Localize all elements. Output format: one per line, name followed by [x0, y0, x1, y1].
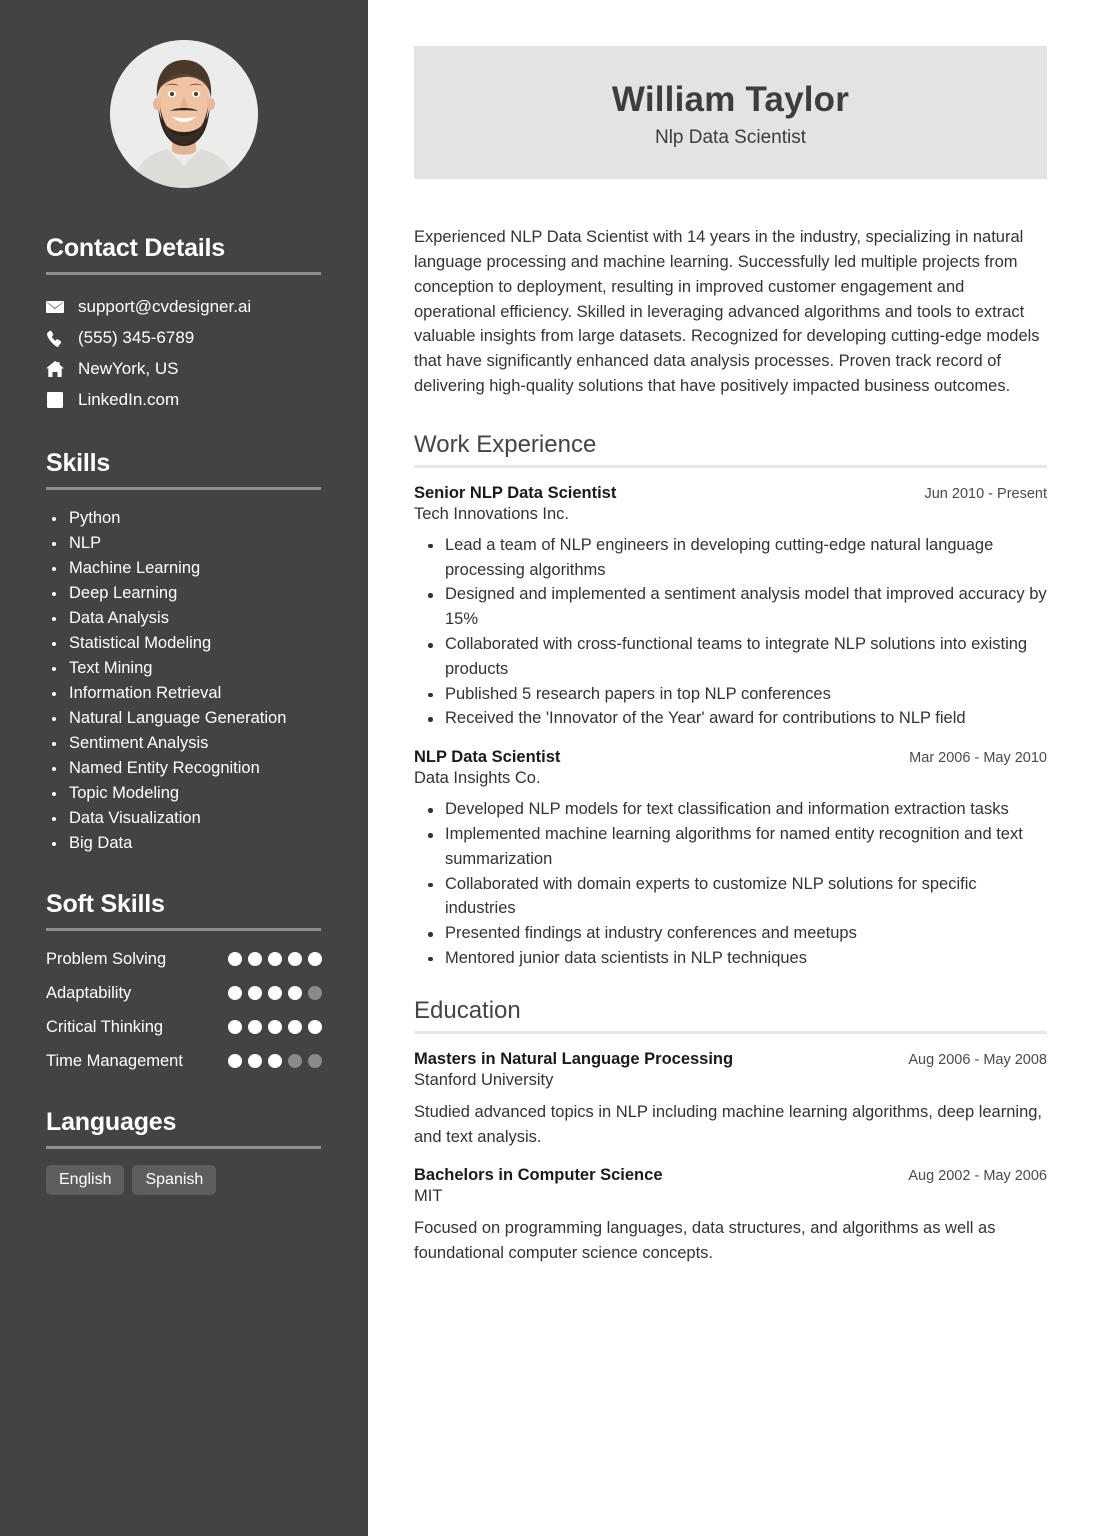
job-title: Nlp Data Scientist: [654, 127, 806, 149]
education-heading: Education: [414, 996, 521, 1024]
soft-skill-row: [46, 1049, 322, 1074]
contact-item-email[interactable]: [46, 291, 322, 322]
bullet-item: Implemented machine learning algorithms for named entity recognition and text summarization: [414, 822, 1047, 872]
rating-dot-filled: [248, 952, 262, 966]
rating-dot-filled: [288, 952, 302, 966]
work-entry-date: Mar 2006 - May 2010: [909, 750, 1047, 767]
avatar: [110, 40, 258, 188]
work-entry: [414, 484, 1047, 731]
section-divider: [46, 1146, 321, 1149]
rating-dot-filled: [248, 1054, 262, 1068]
soft-skill-label: Critical Thinking: [46, 1018, 164, 1036]
rating-dot-filled: [308, 1020, 322, 1034]
languages-section: [46, 1108, 322, 1195]
soft-skill-label: Time Management: [46, 1052, 183, 1070]
education-entry: [414, 1166, 1047, 1266]
education-entry: [414, 1050, 1047, 1150]
page-title: William Taylor: [611, 80, 850, 119]
contact-details-heading: Contact Details: [46, 234, 225, 262]
rating-dot-filled: [228, 952, 242, 966]
education-entry-date: Aug 2002 - May 2006: [908, 1168, 1047, 1185]
skills-heading: Skills: [46, 449, 111, 477]
section-divider: [46, 487, 321, 490]
rating-dot-filled: [288, 1020, 302, 1034]
education-entry-school: Stanford University: [414, 1070, 554, 1089]
bullet-item: Mentored junior data scientists in NLP techniques: [414, 946, 1047, 971]
skill-item: Topic Modeling: [46, 781, 322, 806]
contact-value-email: support@cvdesigner.ai: [78, 297, 252, 316]
work-experience-section: [414, 431, 1047, 971]
work-experience-heading: Work Experience: [414, 430, 597, 458]
home-icon: [46, 360, 64, 378]
bullet-item: Received the 'Innovator of the Year' award for contributions to NLP field: [414, 706, 1047, 731]
soft-skills-heading: Soft Skills: [46, 890, 165, 918]
contact-item-linkedin[interactable]: [46, 384, 322, 415]
rating-dot-filled: [248, 1020, 262, 1034]
education-entry-date: Aug 2006 - May 2008: [908, 1051, 1047, 1068]
work-entry-bullets: [414, 533, 1047, 731]
skill-item: Data Analysis: [46, 606, 322, 631]
envelope-icon: [46, 298, 64, 316]
section-divider: [46, 272, 321, 275]
education-entry-description: Studied advanced topics in NLP including machine learning algorithms, deep learning, and text analysis.: [414, 1102, 1043, 1146]
work-entry-title: NLP Data Scientist: [414, 748, 561, 767]
languages-heading: Languages: [46, 1108, 177, 1136]
languages-list: [46, 1165, 322, 1195]
section-divider: [46, 928, 321, 931]
rating-dot-filled: [228, 1054, 242, 1068]
bullet-item: Collaborated with domain experts to customize NLP solutions for specific industries: [414, 872, 1047, 922]
work-entry-bullets: [414, 797, 1047, 971]
rating-dot-filled: [248, 986, 262, 1000]
education-entry-title: Masters in Natural Language Processing: [414, 1049, 734, 1068]
bullet-item: Lead a team of NLP engineers in developing cutting-edge natural language processing algorithms: [414, 533, 1047, 583]
professional-summary: Experienced NLP Data Scientist with 14 years in the industry, specializing in natural language processing and machine learning. Successfully led multiple projects from conception to deployment, resulting in improved customer engagement and operational efficiency. Skilled in leveraging advanced algorithms and tools to extract valuable insights from large datasets. Recognized for developing cutting-edge models that have significantly enhanced data analysis processes. Proven track record of delivering high-quality solutions that have positively impacted business outcomes.: [414, 228, 1040, 396]
soft-skill-row: [46, 981, 322, 1006]
skill-item: Deep Learning: [46, 581, 322, 606]
contact-item-location[interactable]: [46, 353, 322, 384]
soft-skill-row: [46, 1015, 322, 1040]
contact-value-phone: (555) 345-6789: [78, 328, 195, 347]
rating-dot-filled: [268, 986, 282, 1000]
bullet-item: Developed NLP models for text classification and information extraction tasks: [414, 797, 1047, 822]
contact-value-linkedin: LinkedIn.com: [78, 390, 180, 409]
main-content: [368, 0, 1095, 1536]
profile-photo-icon: [110, 40, 258, 188]
skill-item: Natural Language Generation: [46, 706, 322, 731]
education-entry-title: Bachelors in Computer Science: [414, 1166, 663, 1185]
skill-item: Data Visualization: [46, 806, 322, 831]
rating-dot-filled: [228, 986, 242, 1000]
contact-value-location: NewYork, US: [78, 359, 179, 378]
skill-item: Python: [46, 506, 322, 531]
work-entry-company: Tech Innovations Inc.: [414, 504, 570, 523]
contact-list: [46, 291, 322, 415]
rating-dot-empty: [308, 986, 322, 1000]
education-entry-description: Focused on programming languages, data structures, and algorithms as well as foundational computer science concepts.: [414, 1219, 996, 1263]
rating-dot-filled: [288, 986, 302, 1000]
bullet-item: Designed and implemented a sentiment analysis model that improved accuracy by 15%: [414, 582, 1047, 632]
work-entry: [414, 748, 1047, 971]
education-section: [414, 997, 1047, 1266]
section-divider: [414, 1031, 1047, 1034]
linkedin-icon: [46, 391, 64, 409]
soft-skill-label: Adaptability: [46, 984, 132, 1002]
soft-skill-row: [46, 947, 322, 972]
rating-dots: [228, 947, 322, 966]
soft-skill-label: Problem Solving: [46, 950, 167, 968]
skill-item: Information Retrieval: [46, 681, 322, 706]
skill-item: Sentiment Analysis: [46, 731, 322, 756]
skill-item: Machine Learning: [46, 556, 322, 581]
language-pill: English: [46, 1165, 124, 1195]
education-entry-school: MIT: [414, 1187, 443, 1206]
contact-details-section: [46, 234, 322, 415]
work-entry-date: Jun 2010 - Present: [924, 485, 1047, 502]
language-pill: Spanish: [132, 1165, 216, 1195]
education-entry-header: [414, 1166, 1047, 1185]
work-entry-header: [414, 484, 1047, 503]
work-entry-title: Senior NLP Data Scientist: [414, 483, 617, 502]
rating-dot-empty: [288, 1054, 302, 1068]
soft-skills-section: [46, 890, 322, 1074]
skill-item: Text Mining: [46, 656, 322, 681]
sidebar: [0, 0, 368, 1536]
section-divider: [414, 465, 1047, 468]
bullet-item: Presented findings at industry conferences and meetups: [414, 921, 1047, 946]
skill-item: Big Data: [46, 831, 322, 856]
skills-list: [46, 506, 322, 856]
work-entry-header: [414, 748, 1047, 767]
rating-dot-filled: [308, 952, 322, 966]
rating-dot-filled: [268, 1054, 282, 1068]
rating-dot-empty: [308, 1054, 322, 1068]
skill-item: Statistical Modeling: [46, 631, 322, 656]
work-entry-company: Data Insights Co.: [414, 769, 541, 788]
rating-dots: [228, 1049, 322, 1068]
rating-dot-filled: [228, 1020, 242, 1034]
contact-item-phone[interactable]: [46, 322, 322, 353]
rating-dot-filled: [268, 1020, 282, 1034]
phone-icon: [46, 329, 64, 347]
education-entry-header: [414, 1050, 1047, 1069]
skill-item: Named Entity Recognition: [46, 756, 322, 781]
avatar-container: [46, 40, 322, 188]
rating-dot-filled: [268, 952, 282, 966]
skill-item: NLP: [46, 531, 322, 556]
bullet-item: Published 5 research papers in top NLP conferences: [414, 682, 1047, 707]
bullet-item: Collaborated with cross-functional teams to integrate NLP solutions into existing products: [414, 632, 1047, 682]
rating-dots: [228, 981, 322, 1000]
name-banner: [414, 46, 1047, 179]
skills-section: [46, 449, 322, 856]
rating-dots: [228, 1015, 322, 1034]
